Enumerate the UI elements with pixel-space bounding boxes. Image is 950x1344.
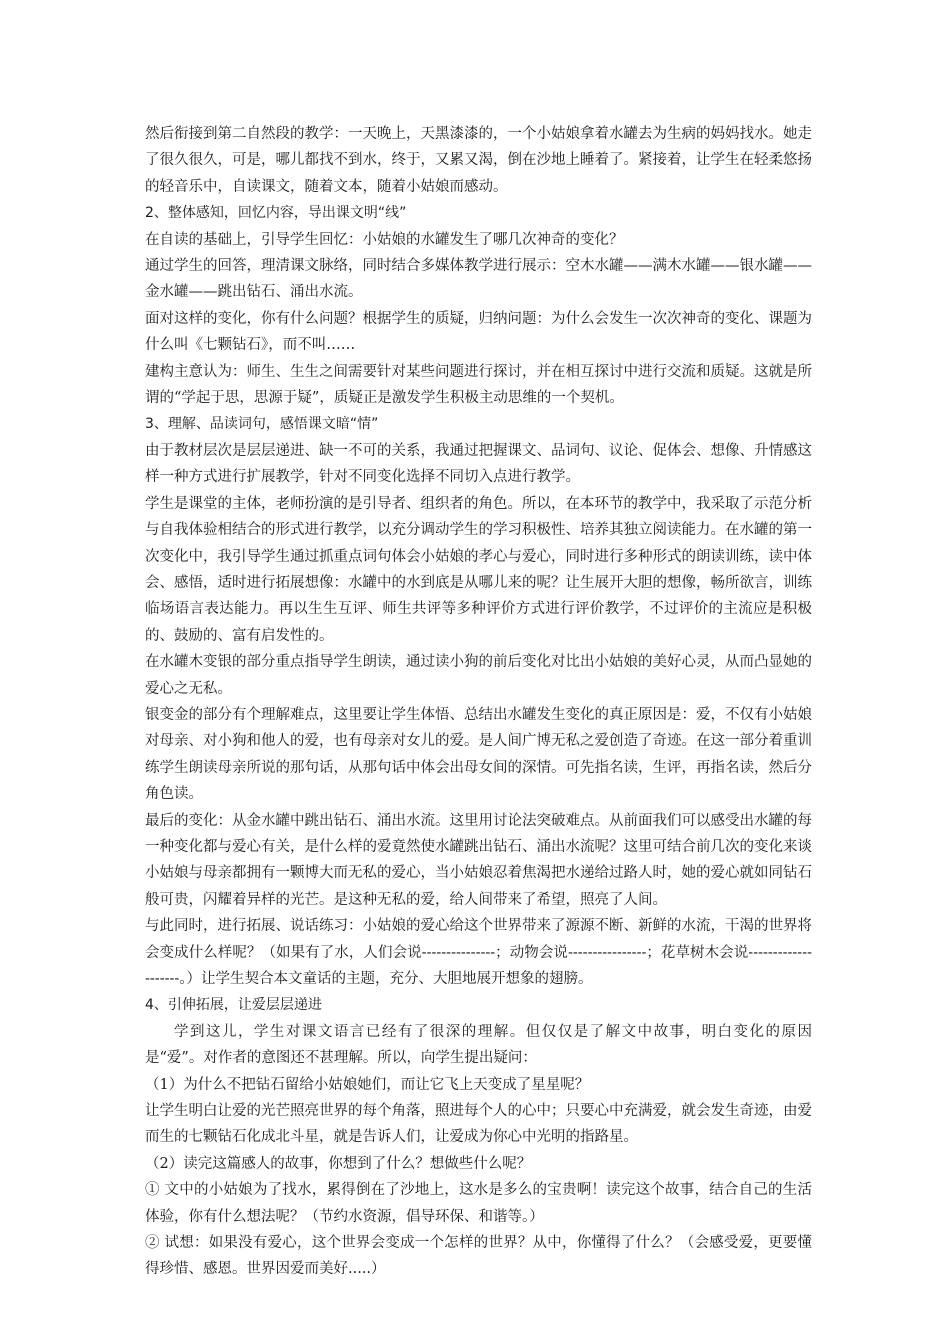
paragraph-17: 让学生明白让爱的光芒照亮世界的每个角落，照进每个人的心中；只要心中充满爱，就会发生奇迹，由爱而生的七颗钻石化成北斗星，就是告诉人们，让爱成为你心中光明的指路星。 — [145, 1103, 812, 1146]
document-page — [145, 121, 812, 1283]
paragraph-6: 建构主意认为：师生、生生之间需要针对某些问题进行探讨，并在相互探讨中进行交流和质疑。这就是所谓的“学起于思，思源于疑”，质疑正是激发学生积极主动思维的一个契机。 — [145, 363, 812, 407]
paragraph-13: 与此同时，进行拓展、说话练习：小姑娘的爱心给这个世界带来了源源不断、新鲜的水流，干渴的世界将会变成什么样呢？（如果有了水，人们会说---------------；动物会说----------------；花草树木会说--------------------。）让学生契合本文童话的主题，充分、大胆地展开想象的翅膀。 — [145, 918, 812, 987]
paragraph-15: 学到这儿，学生对课文语言已经有了很深的理解。但仅仅是了解文中故事，明白变化的原因是“爱”。对作者的意图还不甚理解。所以，向学生提出疑问： — [145, 1023, 812, 1067]
paragraph-12: 最后的变化：从金水罐中跳出钻石、涌出水流。这里用讨论法突破难点。从前面我们可以感受出水罐的每一种变化都与爱心有关，是什么样的爱竟然使水罐跳出钻石、涌出水流呢？这里可结合前几次的变化来谈小姑娘与母亲都拥有一颗博大而无私的爱心，当小姑娘忍着焦渴把水递给过路人时，她的爱心就如同钻石般可贵，闪耀着异样的光芒。是这种无私的爱，给人间带来了希望，照亮了人间。 — [145, 812, 812, 908]
question-1: （1）为什么不把钻石留给小姑娘她们，而让它飞上天变成了星星呢？ — [145, 1076, 590, 1093]
paragraph-10: 在水罐木变银的部分重点指导学生朗读，通过读小狗的前后变化对比出小姑娘的美好心灵，从而凸显她的爱心之无私。 — [145, 654, 812, 697]
list-item-1: ① 文中的小姑娘为了找水，累得倒在了沙地上，这水是多么的宝贵啊！读完这个故事，结合自己的生活体验，你有什么想法呢？（节约水资源，倡导环保、和谐等。） — [145, 1182, 812, 1225]
section-heading-2: 2、整体感知，回忆内容，导出课文明“线” — [145, 205, 407, 222]
paragraph-1: 然后衔接到第二自然段的教学：一天晚上，天黑漆漆的，一个小姑娘拿着水罐去为生病的妈妈找水。她走了很久很久，可是，哪儿都找不到水，终于，又累又渴，倒在沙地上睡着了。紧接着，让学生在轻柔悠扬的轻音乐中，自读课文，随着文本，随着小姑娘而感动。 — [145, 126, 812, 195]
paragraph-3: 在自读的基础上，引导学生回忆：小姑娘的水罐发生了哪几次神奇的变化？ — [145, 231, 624, 248]
paragraph-8: 由于教材层次是层层递进、缺一不可的关系，我通过把握课文、品词句、议论、促体会、想像、升情感这样一种方式进行扩展教学，针对不同变化选择不同切入点进行教学。 — [145, 442, 812, 486]
paragraph-9: 学生是课堂的主体，老师扮演的是引导者、组织者的角色。所以，在本环节的教学中，我采取了示范分析与自我体验相结合的形式进行教学，以充分调动学生的学习积极性、培养其独立阅读能力。在水罐的第一次变化中，我引导学生通过抓重点词句体会小姑娘的孝心与爱心，同时进行多种形式的朗读训练，读中体会、感悟，适时进行拓展想像：水罐中的水到底是从哪儿来的呢？让生展开大胆的想像，畅所欲言，训练临场语言表达能力。再以生生互评、师生共评等多种评价方式进行评价教学，不过评价的主流应是积极的、鼓励的、富有启发性的。 — [145, 495, 812, 644]
paragraph-5: 面对这样的变化，你有什么问题？根据学生的质疑，归纳问题：为什么会发生一次次神奇的变化、课题为什么叫《七颗钻石》，而不叫…… — [145, 310, 812, 354]
question-2: （2）读完这篇感人的故事，你想到了什么？想做些什么呢？ — [145, 1155, 532, 1172]
list-item-2: ② 试想：如果没有爱心，这个世界会变成一个怎样的世界？从中，你懂得了什么？（会感受爱，更要懂得珍惜、感恩。世界因爱而美好.....） — [145, 1235, 812, 1278]
section-heading-4: 4、引伸拓展，让爱层层递进 — [145, 997, 322, 1014]
section-heading-3: 3、理解、品读词句，感悟课文暗“情” — [145, 416, 379, 433]
paragraph-4: 通过学生的回答，理清课文脉络，同时结合多媒体教学进行展示：空木水罐——满木水罐——银水罐——金水罐——跳出钻石、涌出水流。 — [145, 258, 812, 301]
paragraph-11: 银变金的部分有个理解难点，这里要让学生体悟、总结出水罐发生变化的真正原因是：爱，不仅有小姑娘对母亲、对小狗和他人的爱，也有母亲对女儿的爱。是人间广博无私之爱创造了奇迹。在这一部分着重训练学生朗读母亲所说的那句话，从那句话中体会出母女间的深情。可先指名读，生评，再指名读，然后分角色读。 — [145, 706, 812, 803]
